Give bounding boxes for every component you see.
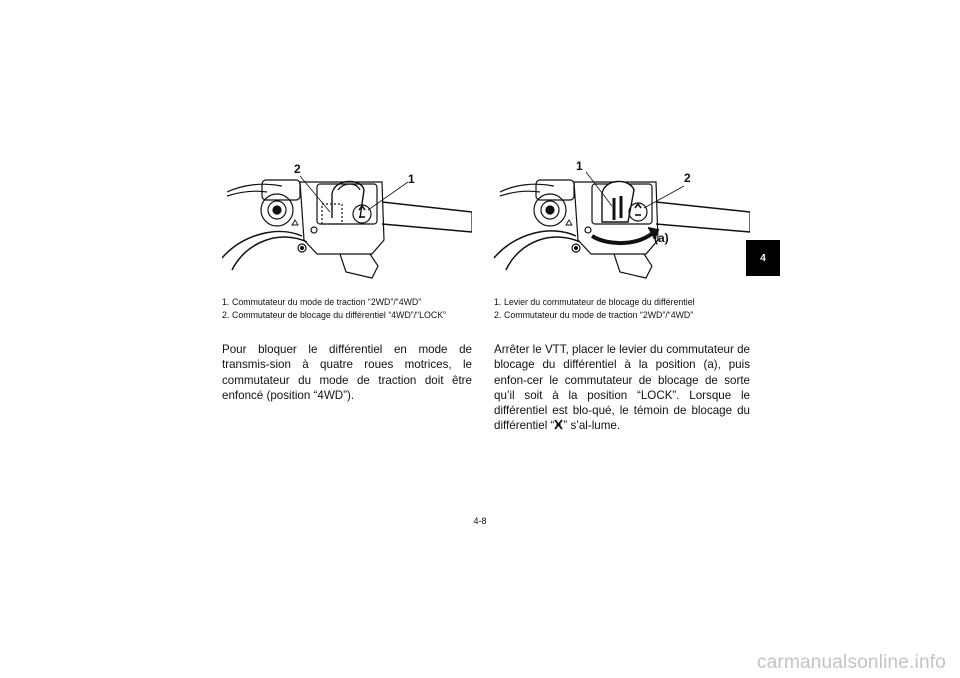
- legend-text: Commutateur de blocage du différentiel “4WD”/“LOCK”: [232, 310, 446, 320]
- legend-item: [222, 296, 472, 309]
- legend-number: 1.: [494, 297, 502, 307]
- figure-left-handlebar-switch: [222, 160, 472, 285]
- callout-1: 1: [408, 172, 415, 186]
- legend-item: [494, 296, 750, 309]
- callout-1: 1: [576, 159, 583, 173]
- legend-text: Levier du commutateur de blocage du différentiel: [504, 297, 695, 307]
- legend-item: [494, 309, 750, 322]
- figure-right-handlebar-switch: [488, 158, 750, 288]
- legend-number: 2.: [494, 310, 502, 320]
- callout-a: (a): [654, 231, 669, 245]
- legend-text: Commutateur du mode de traction “2WD”/“4WD”: [232, 297, 422, 307]
- legend-text: Commutateur du mode de traction “2WD”/“4WD”: [504, 310, 694, 320]
- figure-right-legend: [494, 296, 750, 322]
- watermark: carmanualsonline.info: [756, 652, 946, 673]
- callout-2: 2: [684, 171, 691, 185]
- callout-2: 2: [294, 162, 301, 176]
- page-number: 4-8: [473, 516, 487, 526]
- body-text-after-icon: ” s’al-lume.: [563, 419, 621, 433]
- legend-number: 2.: [222, 310, 230, 320]
- body-paragraph-left: Pour bloquer le différentiel en mode de transmis-sion à quatre roues motrices, le commutateur du mode de traction doit être enfoncé (position “4WD”).: [222, 343, 472, 402]
- legend-number: 1.: [222, 297, 230, 307]
- legend-item: [222, 309, 472, 322]
- figure-left-legend: [222, 296, 472, 322]
- chapter-tab: 4: [746, 240, 780, 276]
- body-paragraph-right: [494, 342, 750, 435]
- body-text-before-icon: Arrêter le VTT, placer le levier du commutateur de blocage du différentiel à la position (a), puis enfon-cer le commutateur de blocage de sorte qu’il soit à la position “LOCK”. Lorsque le différentiel est blo-qué, le témoin de blocage du différentiel “: [494, 343, 750, 433]
